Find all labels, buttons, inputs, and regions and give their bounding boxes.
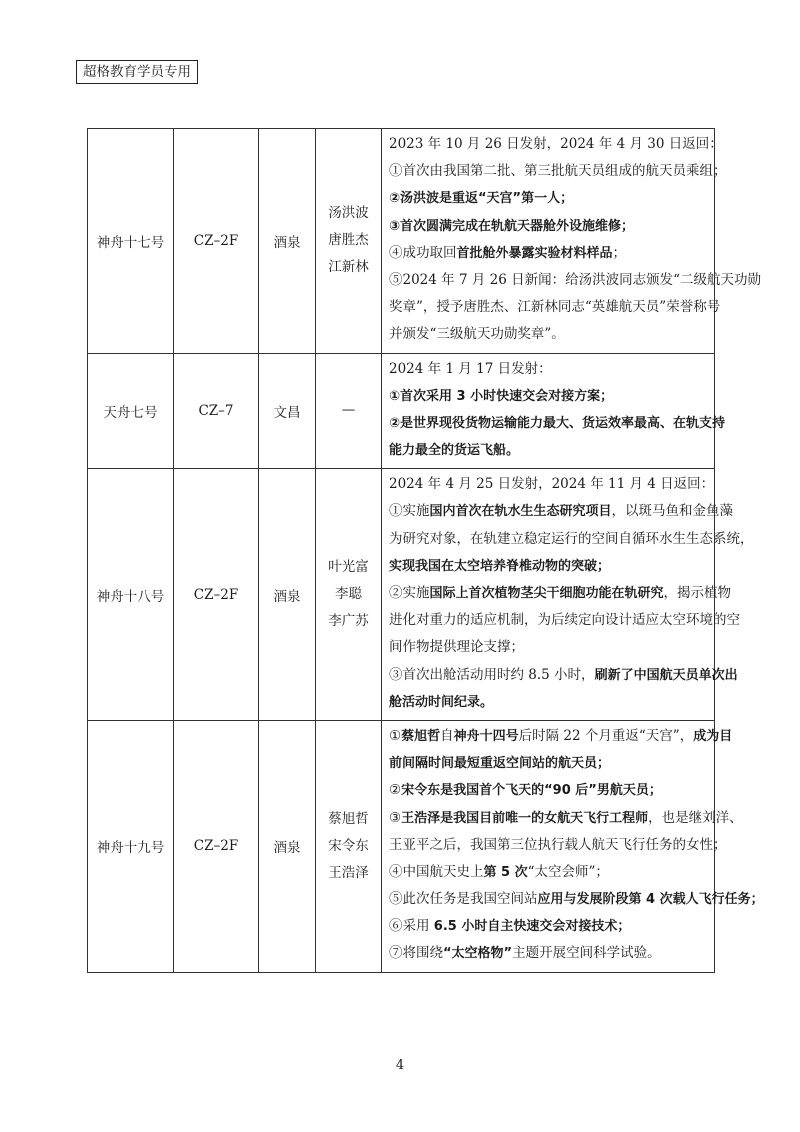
text-segment: ①首次由我国第二批、第三批航天员组成的航天员乘组； <box>389 163 727 180</box>
text-segment: ④中国航天史上 <box>389 863 484 880</box>
description-line <box>389 634 708 661</box>
bold-text-segment: 宋令东是我国首个飞天的“90 后”男航天员； <box>401 783 662 799</box>
text-segment: 进化对重力的适应机制，为后续定向设计适应太空环境的空 <box>389 612 740 629</box>
launch-site-cell: 酒泉 <box>259 469 316 721</box>
crew-member-name: 唐胜杰 <box>328 232 369 249</box>
crew-member-name: 王浩泽 <box>328 864 369 881</box>
bold-text-segment: 舱活动时间纪录。 <box>389 694 494 710</box>
bold-text-segment: 神舟十四号 <box>453 728 519 744</box>
bold-text-segment: 刷新了中国航天员单次出 <box>594 667 738 683</box>
text-segment: ③首次出舱活动用时约 8.5 小时， <box>389 666 595 683</box>
rocket-cell: CZ–7 <box>174 353 259 469</box>
description-cell <box>382 469 754 721</box>
crew-member-name: 汤洪波 <box>328 205 369 222</box>
crew-member-name: 蔡旭哲 <box>328 810 369 827</box>
description-line <box>389 267 761 294</box>
bold-text-segment: 应用与发展阶段第 4 次载人飞行任务； <box>537 892 764 908</box>
bold-text-segment: 前间隔时间最短重返空间站的航天员； <box>389 756 611 772</box>
description-line <box>389 356 708 383</box>
bold-text-segment: 蔡旭哲 <box>401 728 441 744</box>
text-segment: 2024 年 1 月 17 日发射： <box>389 360 552 377</box>
crew-cell <box>316 720 382 972</box>
bold-text-segment: 国际上首次植物茎尖干细胞功能在轨研究 <box>429 586 664 601</box>
bold-text-segment: 能力最全的货运飞船。 <box>389 443 520 459</box>
bold-text-segment: 国内首次在轨水生生态研究项目 <box>429 504 612 520</box>
text-segment: 王亚平之后，我国第三位执行载人航天飞行任务的女性； <box>389 836 727 853</box>
text-segment: ，揭示植物 <box>663 585 732 601</box>
bold-text-segment: 首批舱外暴露实验材料样品 <box>456 245 613 261</box>
text-segment: ②实施 <box>389 585 430 601</box>
description-line <box>389 213 708 240</box>
bold-text-segment: 6.5 小时 <box>433 919 488 935</box>
bold-text-segment: ①首次采用 3 小时快速交会对接方案； <box>389 388 614 404</box>
description-line <box>389 240 708 267</box>
rocket-cell: CZ–2F <box>174 720 259 972</box>
text-segment: 并颁发“三级航天功勋奖章”。 <box>389 326 565 343</box>
text-segment: ② <box>389 782 402 799</box>
description-line <box>389 383 708 410</box>
text-segment: 为研究对象，在轨建立稳定运行的空间自循环水生生态系统， <box>389 530 754 547</box>
bold-text-segment: ③首次圆满完成在轨航天器舱外设施维修； <box>389 218 635 234</box>
description-line <box>389 940 708 967</box>
crew-member-name: — <box>341 402 356 419</box>
description-line <box>389 723 733 750</box>
crew-cell <box>316 469 382 721</box>
text-segment: 2024 年 4 月 25 日发射，2024 年 11 月 4 日返回： <box>389 476 715 493</box>
description-line <box>389 553 708 580</box>
text-segment: 后时隔 22 个月重返“天宫”， <box>518 727 694 744</box>
description-line <box>389 777 708 804</box>
description-line <box>389 913 708 940</box>
crew-cell <box>316 129 382 354</box>
text-segment: ，也是继刘洋、 <box>648 809 743 826</box>
text-segment: ⑦将围绕 <box>389 945 443 962</box>
crew-member-name: 李聪 <box>335 586 362 603</box>
crew-member-name: 宋令东 <box>328 837 369 854</box>
description-line <box>389 498 734 525</box>
launch-site-cell: 酒泉 <box>259 720 316 972</box>
bold-text-segment: ②是世界现役货物运输能力最大、货运效率最高、在轨支持 <box>389 415 726 431</box>
text-segment: 间作物提供理论支撑； <box>389 639 524 656</box>
text-segment: ①实施 <box>389 503 430 520</box>
description-line <box>389 294 721 321</box>
text-segment: ⑤此次任务是我国空间站 <box>389 891 538 908</box>
text-segment: ④成功取回 <box>389 244 457 261</box>
text-segment: ⑥采用 <box>389 918 434 935</box>
description-line <box>389 526 754 553</box>
text-segment: 奖章”，授予唐胜杰、江新林同志“英雄航天员”荣誉称号 <box>389 299 721 316</box>
table-row <box>88 469 715 721</box>
launch-site-cell: 文昌 <box>259 353 316 469</box>
crew-member-name: 江新林 <box>328 259 369 276</box>
bold-text-segment: 实现我国在太空培养脊椎动物的突破； <box>389 558 611 574</box>
description-line <box>389 689 708 716</box>
description-line <box>389 185 708 212</box>
mission-table <box>87 128 764 973</box>
bold-text-segment: 第 5 次 <box>483 864 528 880</box>
text-segment: “太空会师”； <box>527 863 609 880</box>
rocket-cell: CZ–2F <box>174 129 259 354</box>
text-segment: ③ <box>389 809 402 826</box>
description-line <box>389 662 738 689</box>
description-line <box>389 158 727 185</box>
description-line <box>389 580 732 607</box>
crew-member-name: 李广苏 <box>328 613 369 630</box>
description-cell <box>382 720 764 972</box>
rocket-cell: CZ–2F <box>174 469 259 721</box>
text-segment: 自 <box>440 727 454 744</box>
bold-text-segment: 自主快速交会对接技术； <box>487 919 631 935</box>
bold-text-segment: 王浩泽是我国目前唯一的女航天飞行工程师 <box>401 810 649 826</box>
mission-name-cell: 天舟七号 <box>88 353 174 469</box>
text-segment: ； <box>612 244 627 261</box>
text-segment: 2023 年 10 月 26 日发射，2024 年 4 月 30 日返回： <box>389 136 723 152</box>
table-row <box>88 129 715 354</box>
bold-text-segment: ②汤洪波是重返“天宫”第一人； <box>389 191 574 207</box>
page-number: 4 <box>395 1058 405 1073</box>
mission-name-cell: 神舟十八号 <box>88 469 174 721</box>
description-line <box>389 471 715 498</box>
mission-name-cell: 神舟十九号 <box>88 720 174 972</box>
text-segment: ，以斑马鱼和金鱼藻 <box>611 503 734 520</box>
text-segment: ① <box>389 727 402 744</box>
description-line <box>389 859 708 886</box>
description-line <box>389 131 723 158</box>
table-row <box>88 353 715 469</box>
bold-text-segment: 成为目 <box>693 728 733 744</box>
description-line <box>389 607 740 634</box>
crew-cell <box>316 353 382 469</box>
description-line <box>389 886 764 913</box>
description-line <box>389 437 708 464</box>
header-tag: 超格教育学员专用 <box>76 60 198 84</box>
bold-text-segment: “太空格物” <box>443 946 513 962</box>
mission-name-cell: 神舟十七号 <box>88 129 174 354</box>
text-segment: ⑤2024 年 7 月 26 日新闻：给汤洪波同志颁发“二级航天功勋 <box>389 271 761 288</box>
crew-member-name: 叶光富 <box>328 559 369 576</box>
description-cell <box>382 129 761 354</box>
description-line <box>389 410 726 437</box>
text-segment: 主题开展空间科学试验。 <box>512 945 661 962</box>
description-line <box>389 750 708 777</box>
description-line <box>389 805 743 832</box>
launch-site-cell: 酒泉 <box>259 129 316 354</box>
description-line <box>389 321 708 348</box>
description-line <box>389 832 727 859</box>
table-row <box>88 720 715 972</box>
description-cell <box>382 353 726 469</box>
